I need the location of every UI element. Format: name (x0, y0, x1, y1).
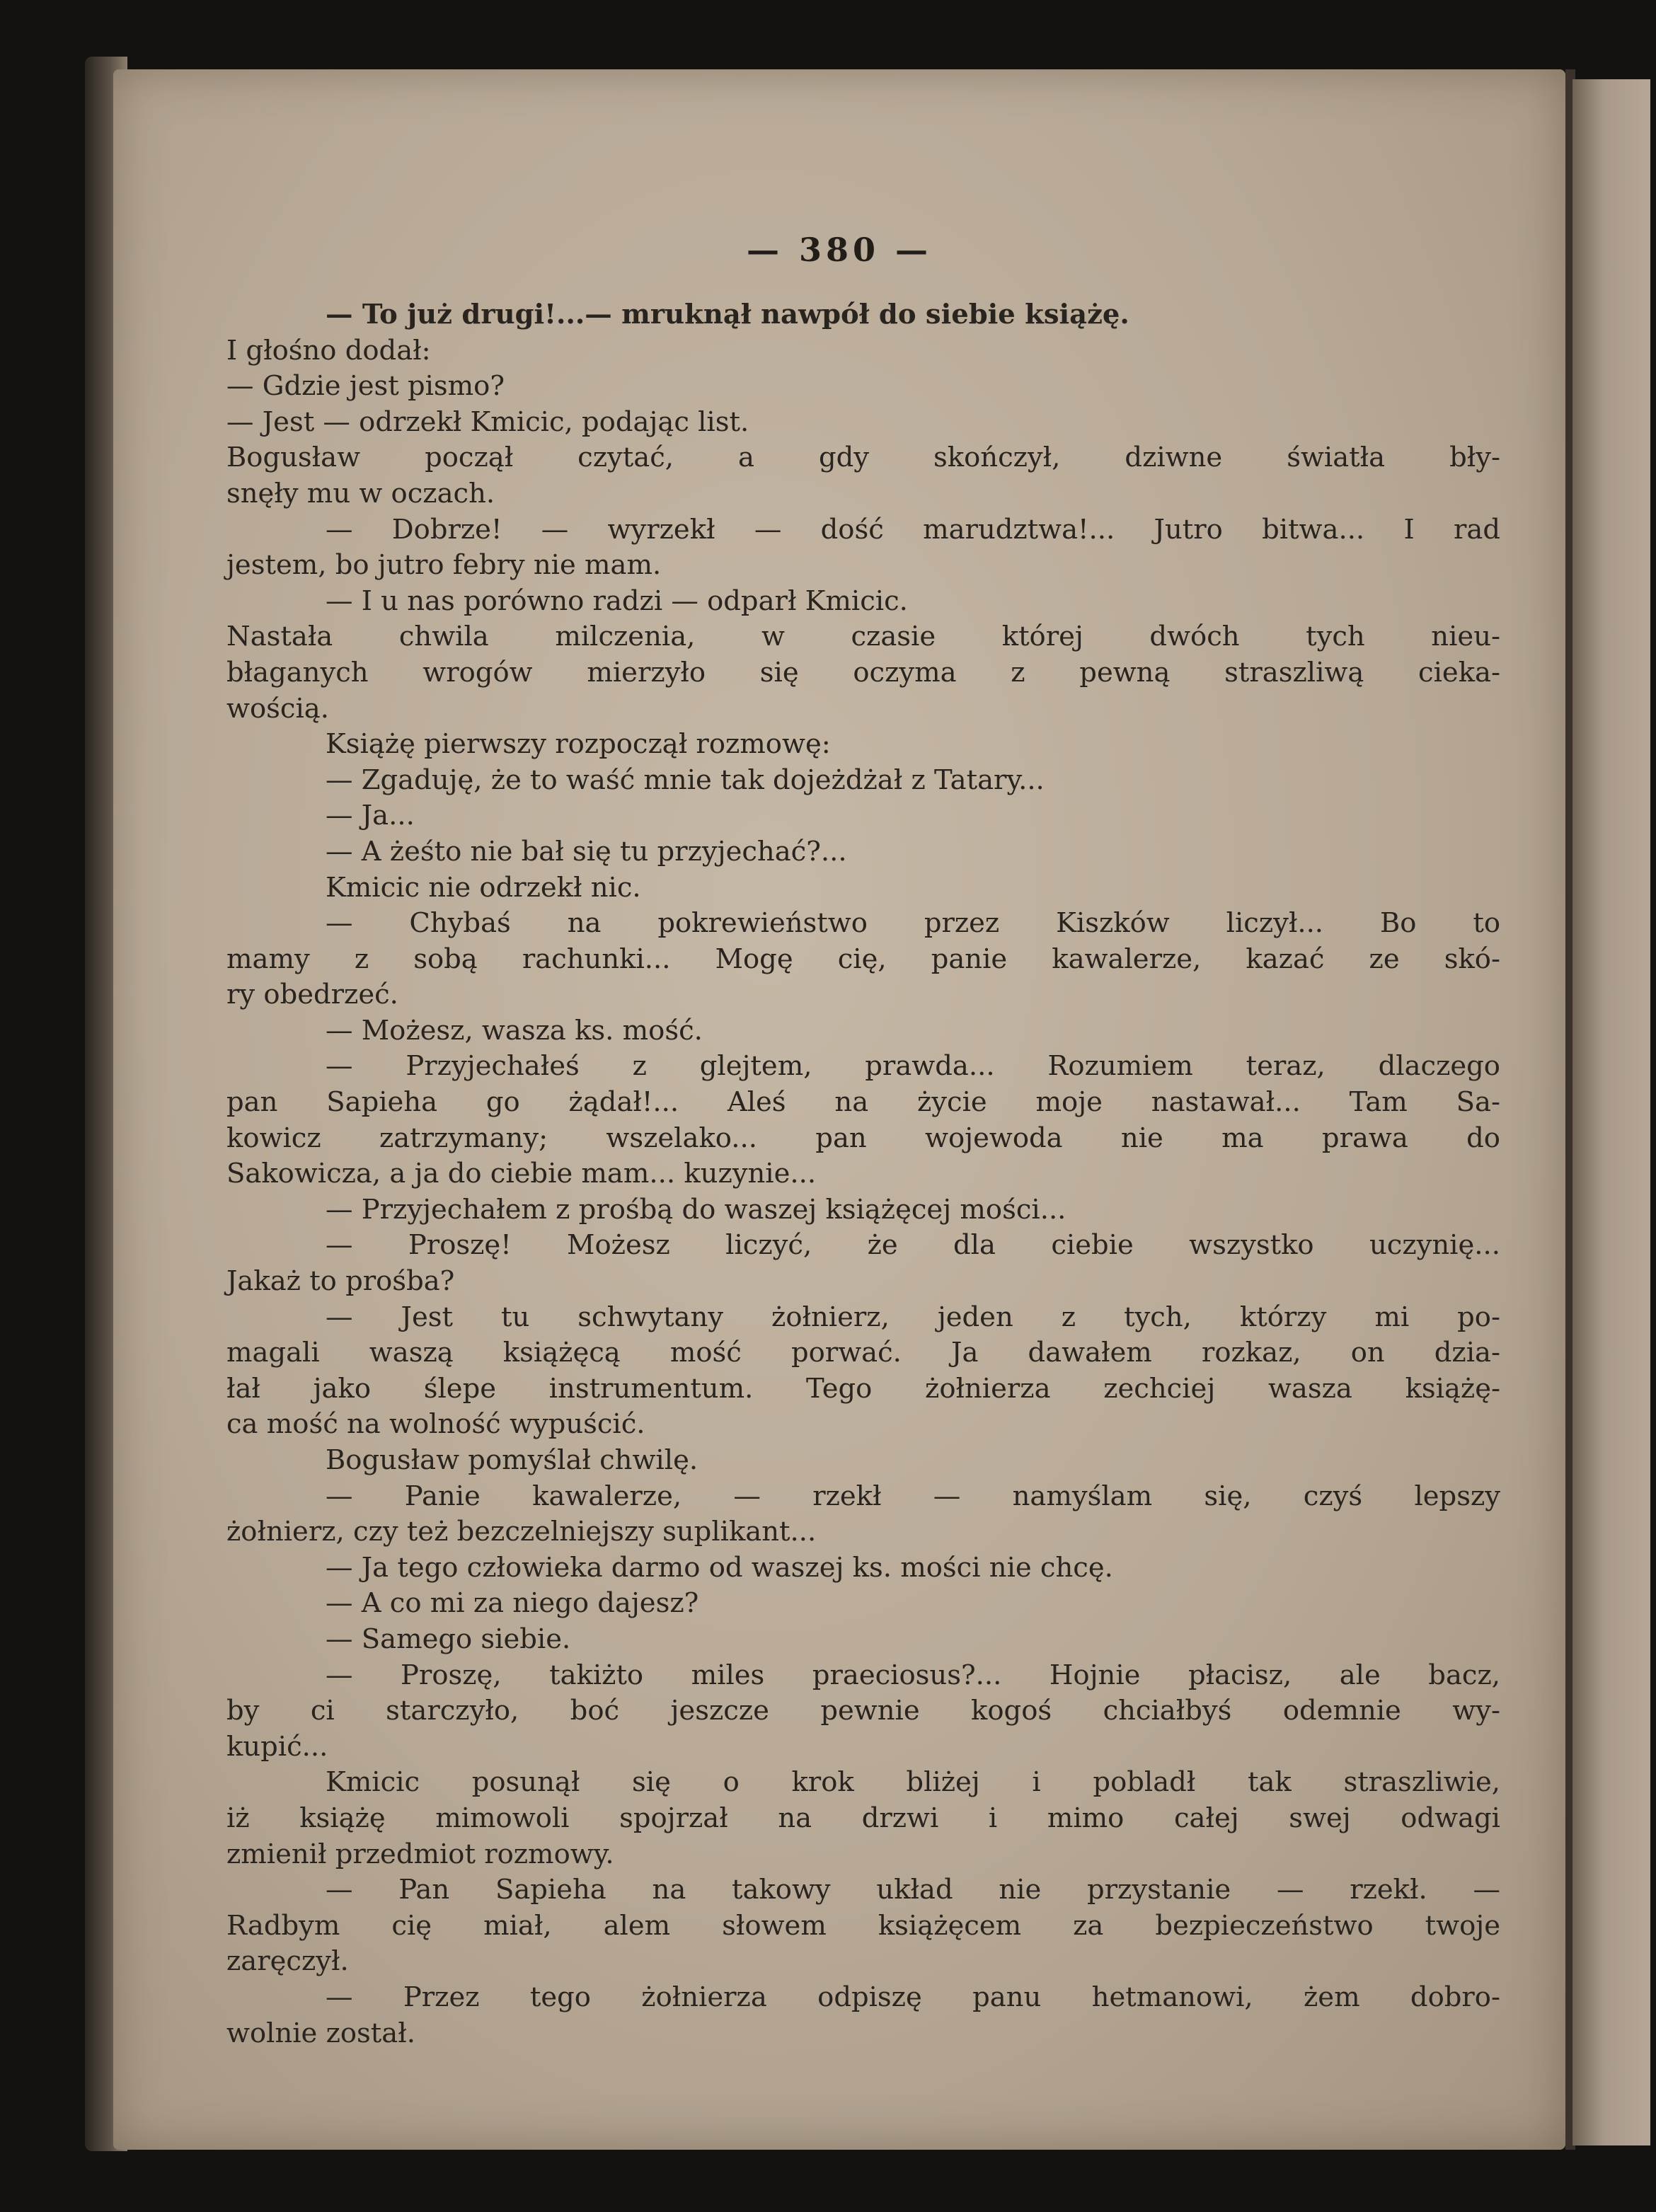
page-text (226, 297, 1500, 2051)
text-line: by ci starczyło, boć jeszcze pewnie kogoś chciałbyś odemnie wy- (226, 1695, 1500, 1727)
text-line: — Dobrze! — wyrzekł — dość marudztwa!... Jutro bitwa... I rad (326, 513, 1500, 546)
text-line: — Zgaduję, że to waść mnie tak dojeżdżał z Tatary... (326, 764, 1045, 796)
text-line: ry obedrzeć. (226, 979, 398, 1011)
text-line: Kmicic nie odrzekł nic. (326, 871, 641, 904)
text-line: — A żeśto nie bał się tu przyjechać?... (326, 835, 847, 868)
text-line: — Jest — odrzekł Kmicic, podając list. (226, 405, 749, 438)
text-line: — Chybaś na pokrewieństwo przez Kiszków liczył... Bo to (326, 907, 1500, 940)
text-line: — Przyjechałeś z glejtem, prawda... Rozumiem teraz, dlaczego (326, 1050, 1500, 1083)
text-line: wolnie został. (226, 2017, 415, 2049)
text-line: wością. (226, 692, 329, 725)
text-line: — Ja... (326, 800, 415, 832)
text-line: zmienił przedmiot rozmowy. (226, 1838, 614, 1870)
text-line: — Ja tego człowieka darmo od waszej ks. mości nie chcę. (326, 1551, 1113, 1584)
next-page-edge (1572, 79, 1650, 2145)
text-line: jestem, bo jutro febry nie mam. (226, 549, 662, 582)
text-line: — Proszę, takiżto miles praeciosus?... Hojnie płacisz, ale bacz, (326, 1659, 1500, 1691)
text-line: Radbym cię miał, alem słowem książęcem za bezpieczeństwo twoje (226, 1909, 1500, 1942)
text-line: iż książę mimowoli spojrzał na drzwi i mimo całej swej odwagi (226, 1802, 1500, 1834)
text-line: ca mość na wolność wypuścić. (226, 1408, 645, 1441)
text-line: błaganych wrogów mierzyło się oczyma z pewną straszliwą cieka- (226, 656, 1500, 689)
text-line: I głośno dodał: (226, 334, 431, 367)
text-line: — Gdzie jest pismo? (226, 370, 505, 403)
book-page (113, 69, 1565, 2150)
text-line: — Możesz, wasza ks. mość. (326, 1014, 703, 1047)
text-line: — Pan Sapieha na takowy układ nie przystanie — rzekł. — (326, 1874, 1500, 1906)
text-line: — I u nas porówno radzi — odparł Kmicic. (326, 584, 908, 617)
text-line: pan Sapieha go żądał!... Aleś na życie moje nastawał... Tam Sa- (226, 1086, 1500, 1119)
text-line: Kmicic posunął się o krok bliżej i pobladł tak straszliwie, (326, 1766, 1500, 1799)
text-line: — A co mi za niego dajesz? (326, 1587, 699, 1620)
text-line: Bogusław począł czytać, a gdy skończył, dziwne światła bły- (226, 442, 1500, 474)
text-line: zaręczył. (226, 1945, 349, 1978)
text-line: mamy z sobą rachunki... Mogę cię, panie kawalerze, kazać ze skó- (226, 943, 1500, 975)
text-line: — Przyjechałem z prośbą do waszej książęcej mości... (326, 1193, 1066, 1226)
text-line: — To już drugi!...— mruknął nawpół do siebie książę. (326, 299, 1129, 330)
text-line: Sakowicza, a ja do ciebie mam... kuzynie... (226, 1158, 817, 1190)
text-line: łał jako ślepe instrumentum. Tego żołnierza zechciej wasza książę- (226, 1372, 1500, 1405)
text-line: — Proszę! Możesz liczyć, że dla ciebie wszystko uczynię... (326, 1229, 1500, 1262)
text-line: — Panie kawalerze, — rzekł — namyślam się, czyś lepszy (326, 1480, 1500, 1512)
text-line: Jakaż to prośba? (226, 1265, 455, 1298)
text-line: Książę pierwszy rozpoczął rozmowę: (326, 728, 831, 761)
text-line: — Samego siebie. (326, 1623, 571, 1655)
text-line: Nastała chwila milczenia, w czasie której dwóch tych nieu- (226, 621, 1500, 653)
text-line: kowicz zatrzymany; wszelako... pan wojewoda nie ma prawa do (226, 1122, 1500, 1154)
text-line: — Jest tu schwytany żołnierz, jeden z tych, którzy mi po- (326, 1301, 1500, 1333)
text-line: Bogusław pomyślał chwilę. (326, 1444, 698, 1476)
page-number: — 380 — (746, 231, 933, 269)
text-line: żołnierz, czy też bezczelniejszy suplikant... (226, 1516, 817, 1548)
text-line: snęły mu w oczach. (226, 477, 495, 509)
text-line: kupić... (226, 1730, 328, 1763)
text-line: magali waszą książęcą mość porwać. Ja dawałem rozkaz, on dzia- (226, 1337, 1500, 1369)
text-line: — Przez tego żołnierza odpiszę panu hetmanowi, żem dobro- (326, 1981, 1500, 2013)
